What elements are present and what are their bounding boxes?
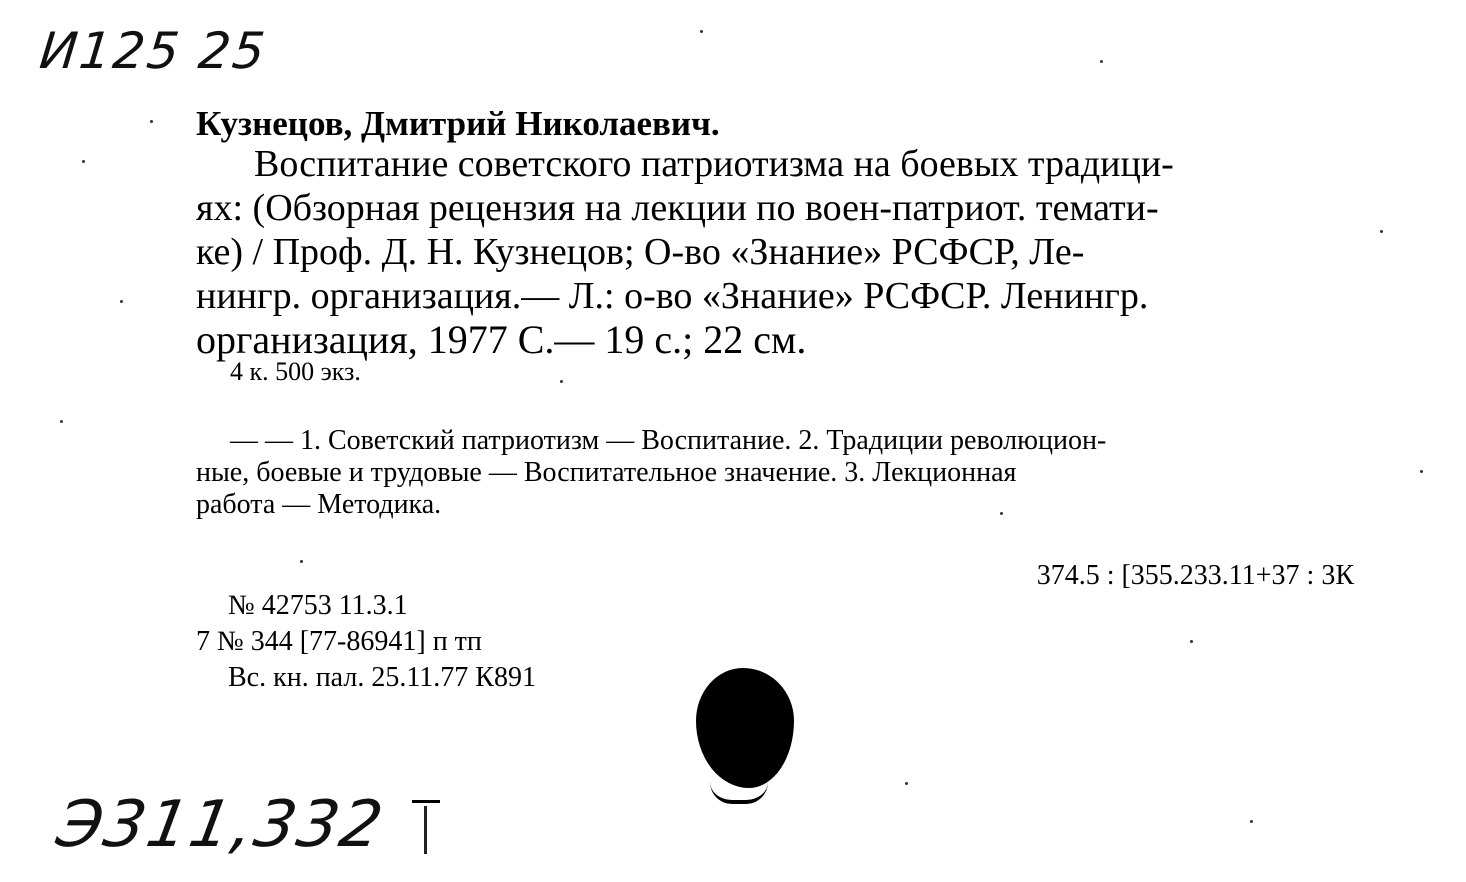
print-number: 7 № 344 [77-86941] п тп (196, 626, 482, 657)
handwritten-shelf-mark: И125 25 (36, 22, 270, 80)
pencil-stroke (424, 806, 427, 854)
title-line: нингр. организация.— Л.: о-во «Знание» РСФСР. Ленингр. (196, 275, 1149, 317)
punch-hole-blot (696, 668, 794, 788)
subject-line: ные, боевые и трудовые — Воспитательное значение. 3. Лекционная (196, 457, 1017, 488)
subject-headings (196, 425, 1354, 521)
title-line: ке) / Проф. Д. Н. Кузнецов; О-во «Знание» РСФСР, Ле- (196, 231, 1085, 273)
subject-line: работа — Методика. (196, 489, 442, 520)
title-description (196, 142, 1354, 362)
registration-numbers (196, 588, 536, 696)
catalog-number: № 42753 11.3.1 (228, 590, 408, 621)
title-line: ях: (Обзорная рецензия на лекции по воен-патриот. темати- (196, 187, 1159, 229)
subject-line: — — 1. Советский патриотизм — Воспитание. 2. Традиции революцион- (230, 425, 1107, 456)
handwritten-inventory-number: Э311,332 (51, 788, 390, 862)
title-line: Воспитание советского патриотизма на боевых традици- (254, 143, 1174, 185)
pencil-dash (412, 800, 440, 803)
chamber-number: Вс. кн. пал. 25.11.77 К891 (228, 662, 536, 693)
author-heading: Кузнецов, Дмитрий Николаевич. (196, 104, 720, 143)
punch-hole-mark (710, 782, 768, 804)
udc-index: 374.5 : [355.233.11+37 : 3К (1036, 560, 1354, 591)
title-line: организация, 1977 С.— 19 с.; 22 см. (196, 317, 807, 362)
price-copies: 4 к. 500 экз. (230, 357, 361, 386)
